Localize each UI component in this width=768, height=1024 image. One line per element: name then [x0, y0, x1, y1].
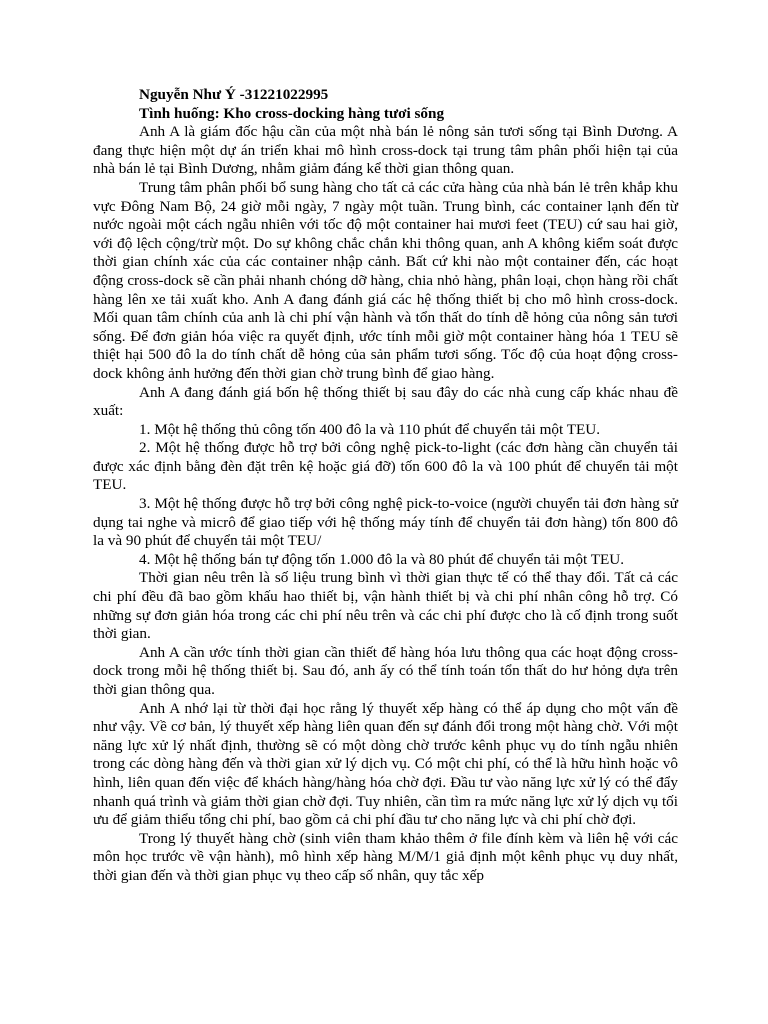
list-item-semi-automatic: 4. Một hệ thống bán tự động tốn 1.000 đô la và 80 phút để chuyển tải một TEU. — [139, 550, 625, 568]
list-item-pick-to-voice: 3. Một hệ thống được hỗ trợ bởi công nghệ pick-to-voice (người chuyển tải đơn hàng sử dụng tai nghe và micrô để giao tiếp với hệ thống máy tính để chuyển tải đơn hàng) tốn 800 đô la và 90 phút để chuyển tải một TEU/ — [93, 495, 678, 550]
paragraph-intro: Anh A là giám đốc hậu cần của một nhà bán lẻ nông sản tươi sống tại Bình Dương. A đang thực hiện một dự án triển khai mô hình cross-dock tại trung tâm phân phối hiện tại của nhà bán lẻ tại Bình Dương, nhằm giảm đáng kể thời gian thông quan. — [93, 123, 678, 178]
paragraph-mm1-model: Trong lý thuyết hàng chờ (sinh viên tham khảo thêm ở file đính kèm và liên hệ với các môn học trước về vận hành), mô hình xếp hàng M/M/1 giả định một kênh phục vụ duy nhất, thời gian đến và thời gian phục vụ theo cấp số nhân, quy tắc xếp — [93, 829, 678, 884]
paragraph-equipment-intro: Anh A đang đánh giá bốn hệ thống thiết bị sau đây do các nhà cung cấp khác nhau đề xuất: — [93, 383, 678, 420]
list-item-pick-to-light: 2. Một hệ thống được hỗ trợ bởi công nghệ pick-to-light (các đơn hàng cần chuyển tải được xác định bằng đèn đặt trên kệ hoặc giá đỡ) tốn 600 đô la và 100 phút để chuyển tải một TEU. — [93, 439, 678, 494]
paragraph-distribution-center: Trung tâm phân phối bổ sung hàng cho tất cả các cửa hàng của nhà bán lẻ trên khắp khu vực Đông Nam Bộ, 24 giờ mỗi ngày, 7 ngày một tuần. Trung bình, các container lạnh đến từ nước ngoài một cách ngẫu nhiên với tốc độ một container hai mươi feet (TEU) cứ sau hai giờ, với độ lệch cộng/trừ một. Do sự không chắc chắn khi thông quan, anh A không kiểm soát được thời gian chính xác của các container nhập cảnh. Bất cứ khi nào một container đến, các hoạt động cross-dock sẽ cần phải nhanh chóng dỡ hàng, chia nhỏ hàng, phân loại, chọn hàng rồi chất hàng lên xe tải xuất kho. Anh A đang đánh giá các hệ thống thiết bị cho mô hình cross-dock. Mối quan tâm chính của anh là chi phí vận hành và tổn thất do tính dễ hỏng của nông sản tươi sống. Để đơn giản hóa việc ra quyết định, ước tính mỗi giờ một container hàng hóa 1 TEU sẽ thiệt hại 500 đô la do tính chất dễ hỏng của sản phẩm tươi sống. Tốc độ của hoạt động cross-dock không ảnh hưởng đến thời gian chờ trung bình để giao hàng. — [93, 178, 678, 382]
list-item-manual-system: 1. Một hệ thống thủ công tốn 400 đô la và 110 phút để chuyển tải một TEU. — [139, 420, 601, 438]
paragraph-queueing-theory: Anh A nhớ lại từ thời đại học rằng lý thuyết xếp hàng có thể áp dụng cho một vấn đề như vậy. Về cơ bản, lý thuyết xếp hàng liên quan đến sự đánh đổi trong một hàng chờ. Với một năng lực xử lý nhất định, thường sẽ có một dòng chờ trước kênh phục vụ do tính ngẫu nhiên trong các dòng hàng đến và thời gian xử lý dịch vụ. Có một chi phí, có thể là hữu hình hoặc vô hình, liên quan đến việc để khách hàng/hàng hóa chờ đợi. Đầu tư vào năng lực xử lý có thể đẩy nhanh quá trình và giảm thời gian chờ đợi. Tuy nhiên, cần tìm ra mức năng lực xử lý dịch vụ tối ưu để giảm thiểu tổng chi phí, bao gồm cả chi phí đầu tư cho năng lực và chi phí chờ đợi. — [93, 699, 678, 829]
document-body — [93, 86, 678, 886]
paragraph-cost-notes: Thời gian nêu trên là số liệu trung bình vì thời gian thực tế có thể thay đổi. Tất cả các chi phí đều đã bao gồm khấu hao thiết bị, vận hành thiết bị và chi phí nhân công hỗ trợ. Có những sự đơn giản hóa trong các chi phí nêu trên và các chi phí được cho là cố định trong suốt thời gian. — [93, 569, 678, 643]
paragraph-throughput-estimate: Anh A cần ước tính thời gian cần thiết để hàng hóa lưu thông qua các hoạt động cross-dock trong mỗi hệ thống thiết bị. Sau đó, anh ấy có thể tính toán tổn thất do hư hỏng dựa trên thời gian thông qua. — [93, 643, 678, 698]
author-line: Nguyễn Như Ý -31221022995 — [139, 86, 329, 103]
case-title: Tình huống: Kho cross-docking hàng tươi sống — [139, 104, 445, 122]
